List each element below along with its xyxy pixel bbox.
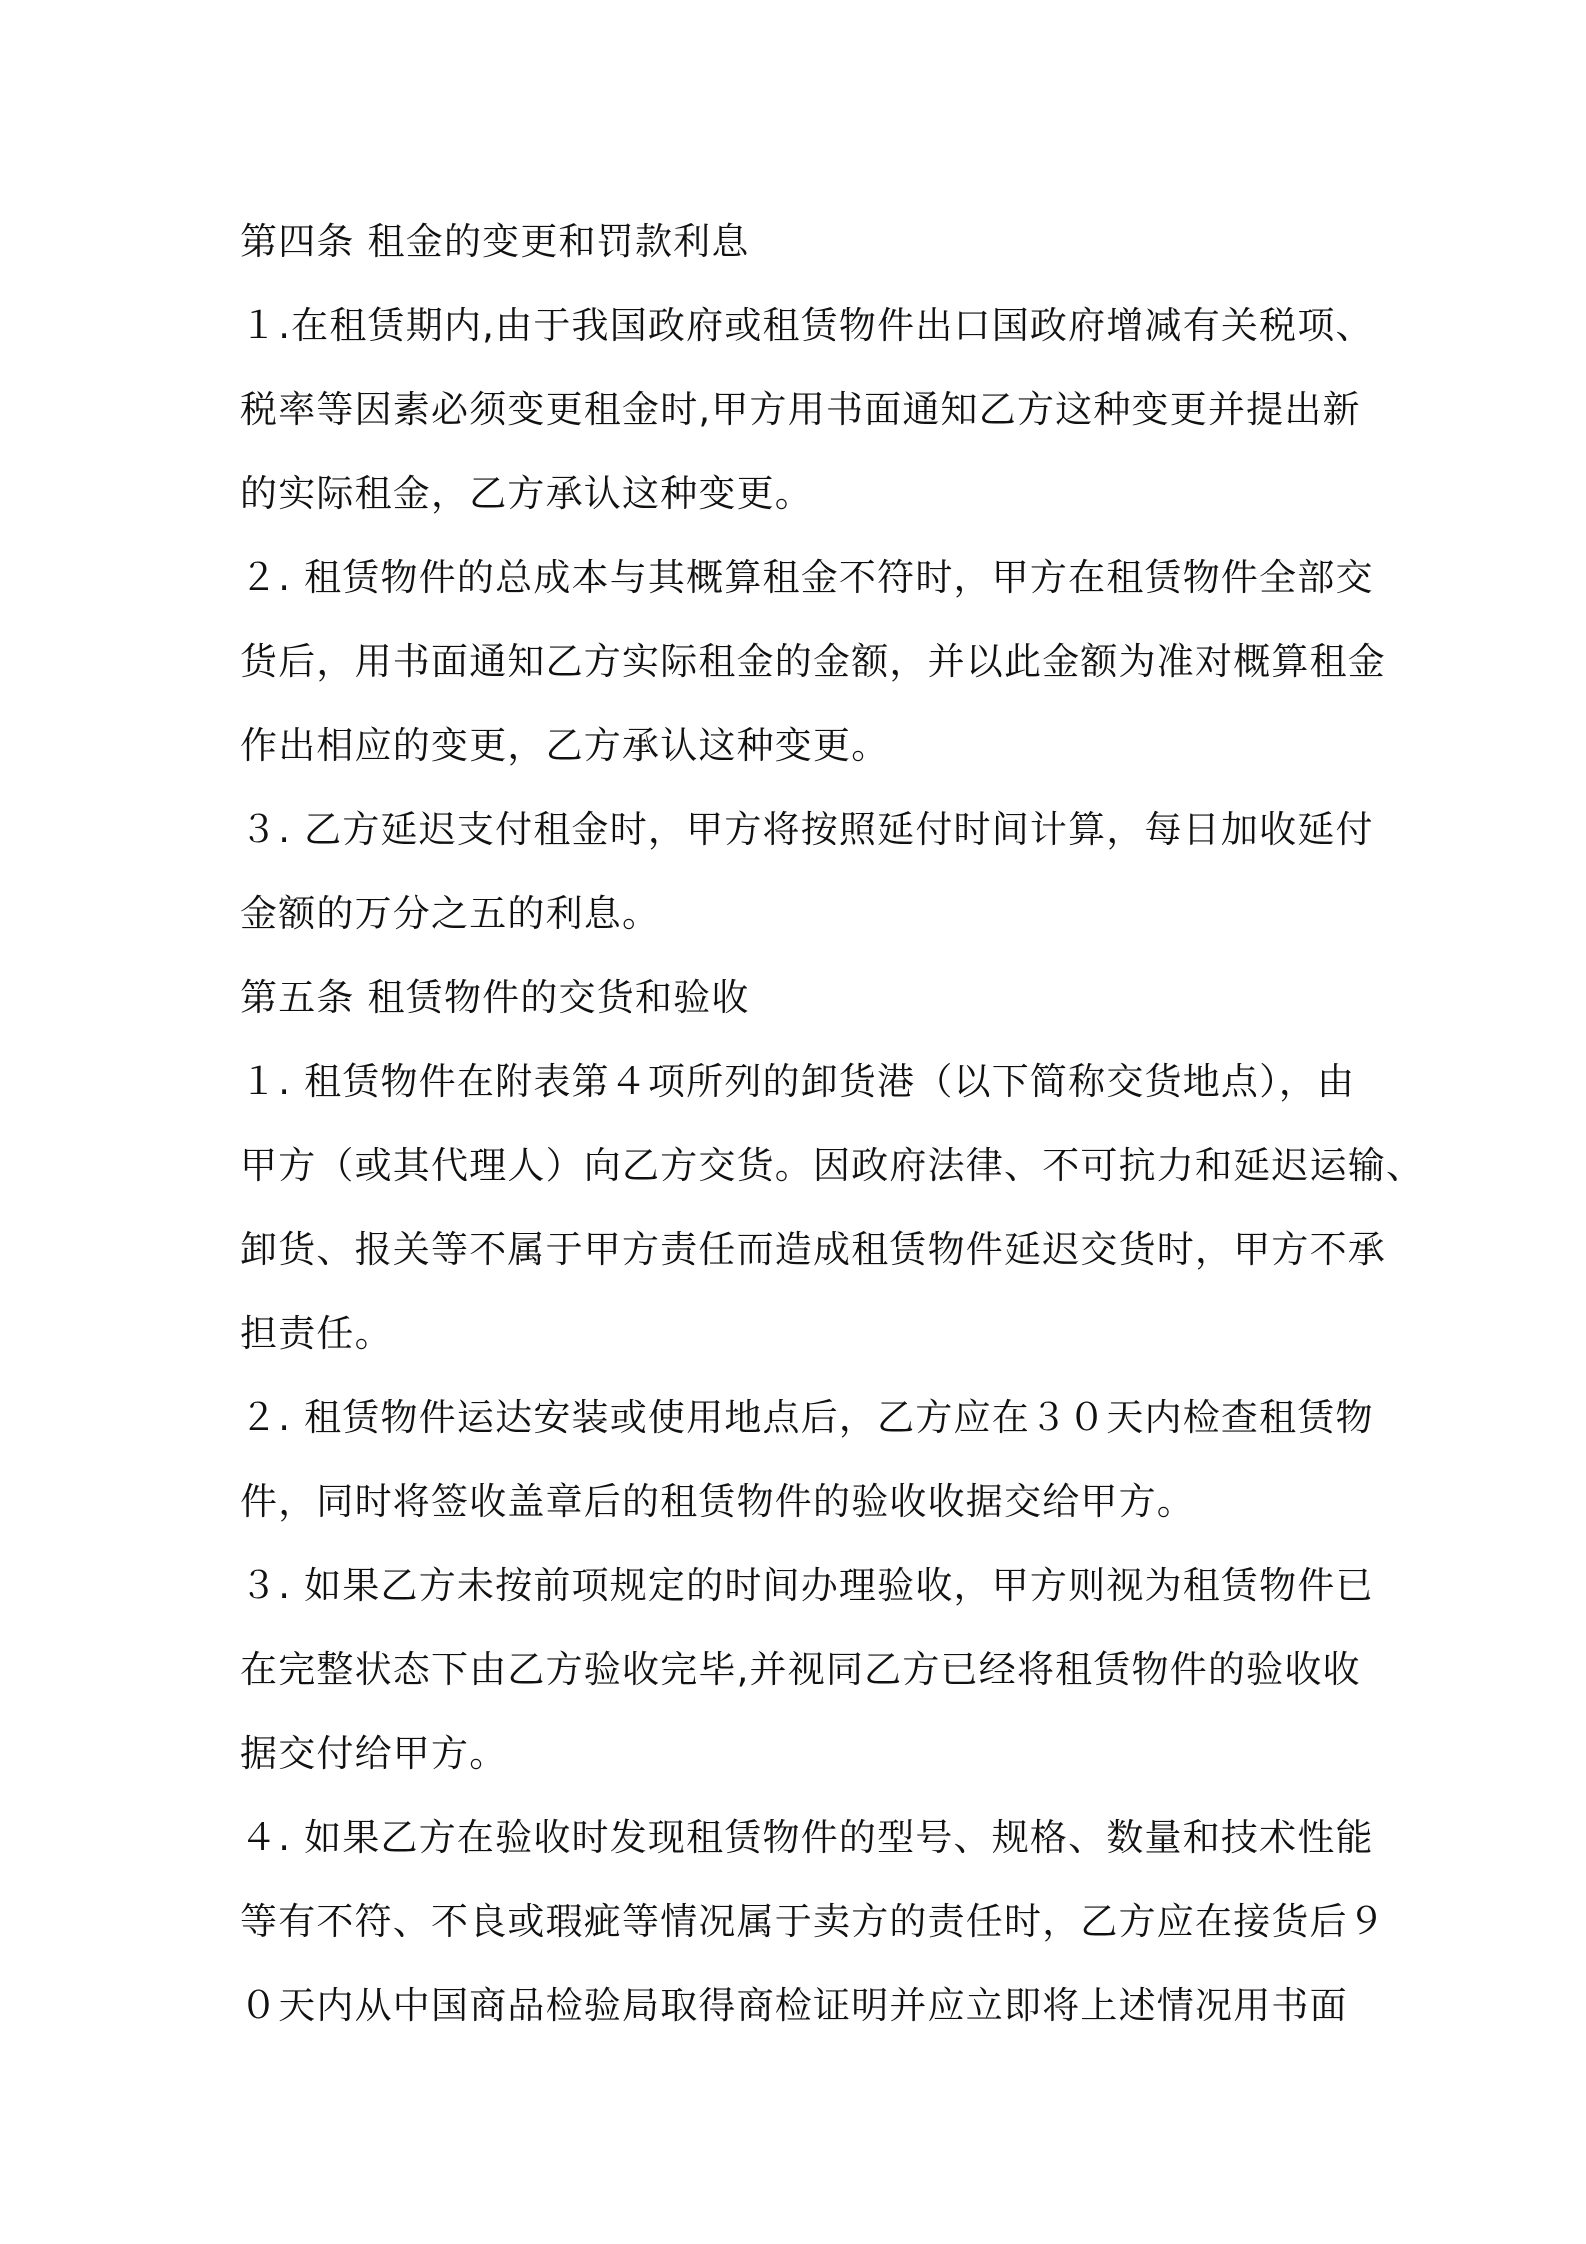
text-line: 等有不符、不良或瑕疵等情况属于卖方的责任时，乙方应在接货后９ — [240, 1900, 1386, 1943]
text-line: １.在租赁期内,由于我国政府或租赁物件出口国政府增减有关税项、 — [240, 304, 1374, 347]
text-line: ０天内从中国商品检验局取得商检证明并应立即将上述情况用书面 — [240, 1984, 1348, 2027]
article-4-heading: 第四条 租金的变更和罚款利息 — [240, 220, 750, 263]
text-line: ３. 乙方延迟支付租金时，甲方将按照延付时间计算，每日加收延付 — [240, 808, 1374, 851]
text-line: 税率等因素必须变更租金时,甲方用书面通知乙方这种变更并提出新 — [240, 388, 1361, 431]
text-line: 金额的万分之五的利息。 — [240, 892, 661, 935]
text-line: ３. 如果乙方未按前项规定的时间办理验收，甲方则视为租赁物件已 — [240, 1564, 1374, 1607]
text-line: 据交付给甲方。 — [240, 1732, 508, 1775]
text-line: ２. 租赁物件的总成本与其概算租金不符时，甲方在租赁物件全部交 — [240, 556, 1374, 599]
text-line: 担责任。 — [240, 1312, 393, 1355]
text-line: 件，同时将签收盖章后的租赁物件的验收收据交给甲方。 — [240, 1480, 1195, 1523]
document-body — [240, 200, 1425, 2048]
text-line: 卸货、报关等不属于甲方责任而造成租赁物件延迟交货时，甲方不承 — [240, 1228, 1386, 1271]
text-line: 作出相应的变更，乙方承认这种变更。 — [240, 724, 890, 767]
text-line: 甲方（或其代理人）向乙方交货。因政府法律、不可抗力和延迟运输、 — [240, 1144, 1425, 1187]
text-line: ２. 租赁物件运达安装或使用地点后，乙方应在３０天内检查租赁物 — [240, 1396, 1374, 1439]
text-line: ４. 如果乙方在验收时发现租赁物件的型号、规格、数量和技术性能 — [240, 1816, 1374, 1859]
text-line: 货后，用书面通知乙方实际租金的金额，并以此金额为准对概算租金 — [240, 640, 1386, 683]
text-line: 的实际租金，乙方承认这种变更。 — [240, 472, 813, 515]
text-line: １. 租赁物件在附表第４项所列的卸货港（以下简称交货地点），由 — [240, 1060, 1356, 1103]
article-5-heading: 第五条 租赁物件的交货和验收 — [240, 976, 750, 1019]
text-line: 在完整状态下由乙方验收完毕,并视同乙方已经将租赁物件的验收收 — [240, 1648, 1361, 1691]
